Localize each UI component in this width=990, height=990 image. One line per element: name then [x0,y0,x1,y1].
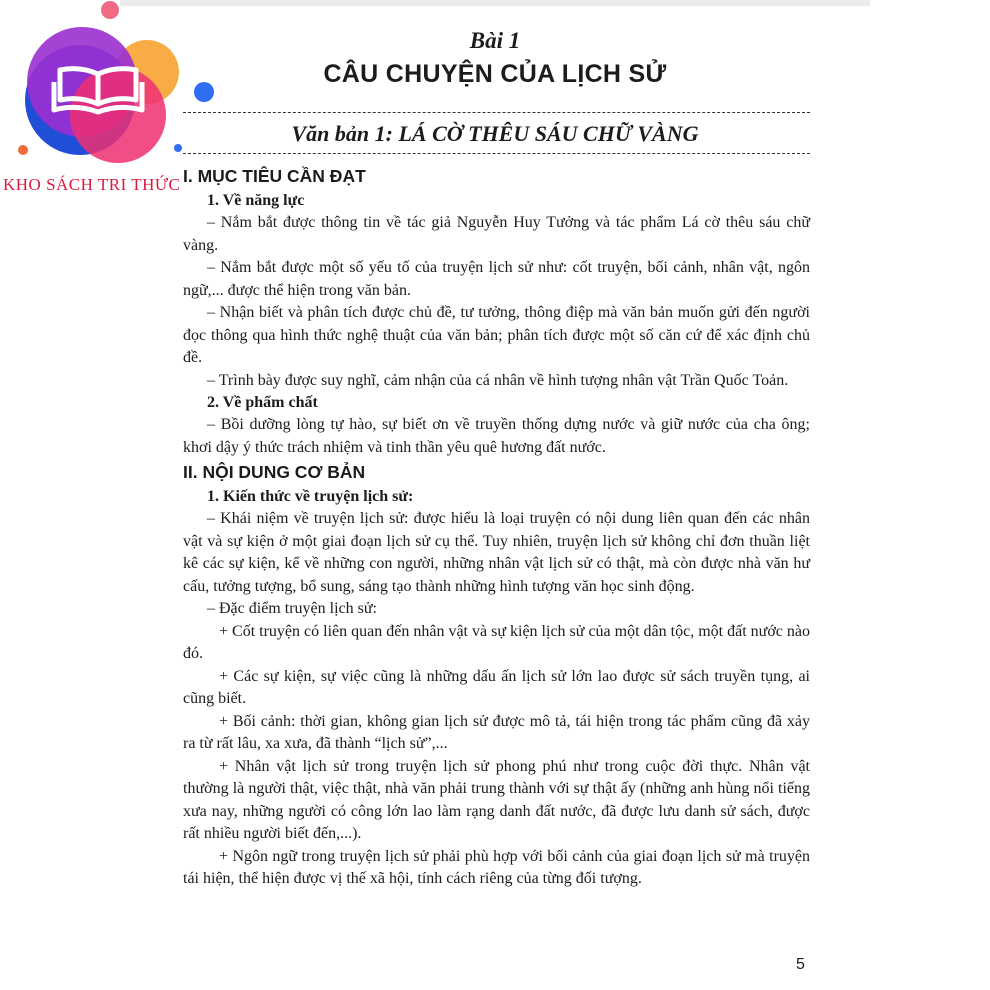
subsection-heading-2-1: 1. Kiến thức về truyện lịch sử: [207,488,414,505]
subsection-heading-1-2: 2. Về phẩm chất [207,394,318,411]
paragraph: – Nắm bắt được thông tin về tác giả Nguyễn Huy Tưởng và tác phẩm Lá cờ thêu sáu chữ vàng. [183,214,810,254]
paragraph: + Cốt truyện có liên quan đến nhân vật và sự kiện lịch sử của một dân tộc, một đất nước nào đó. [183,622,810,662]
paragraph: + Nhân vật lịch sử trong truyện lịch sử phong phú như trong cuộc đời thực. Nhân vật thường là người thật, việc thật, nhà văn phải trung thành với sự thật ấy (những anh hùng nổi tiếng xưa nay, những người có công lớn lao làm rạng danh đất nước, đã được lưu danh sử sách, được rất nhiều người biết đến,...). [183,757,810,842]
paragraph: – Khái niệm về truyện lịch sử: được hiểu là loại truyện có nội dung liên quan đến các nhân vật và sự kiện ở một giai đoạn lịch sử cụ thể. Tuy nhiên, truyện lịch sử không chỉ đơn thuần liệt kê các sự kiện, kể về những con người, những nhân vật lịch sử có thật, mà còn được nhà văn hư cấu, tưởng tượng, bổ sung, sáng tạo thành những hình tượng văn học sinh động. [183,510,810,595]
paragraph: – Nắm bắt được một số yếu tố của truyện lịch sử như: cốt truyện, bối cảnh, nhân vật, ngôn ngữ,... được thể hiện trong văn bản. [183,259,810,299]
paragraph: + Các sự kiện, sự việc cũng là những dấu ấn lịch sử lớn lao được sử sách truyền tụng, ai cũng biết. [183,667,810,707]
paragraph: + Bối cảnh: thời gian, không gian lịch sử được mô tả, tái hiện trong tác phẩm cũng đã xảy ra từ rất lâu, xa xưa, đã thành “lịch sử”,... [183,712,810,752]
store-logo-text: KHO SÁCH TRI THỨC [3,175,181,194]
paragraph: + Ngôn ngữ trong truyện lịch sử phải phù hợp với bối cảnh của giai đoạn lịch sử mà truyện tái hiện, thể hiện được vị thế xã hội, tính cách riêng của từng đối tượng. [183,847,810,887]
paragraph: – Nhận biết và phân tích được chủ đề, tư tưởng, thông điệp mà văn bản muốn gửi đến người đọc thông qua hình thức nghệ thuật của văn bản; phân tích được một số căn cứ để xác định chủ đề. [183,304,810,366]
divider-bottom [183,153,810,154]
paragraph: – Đặc điểm truyện lịch sử: [207,600,377,617]
text-title: Văn bản 1: LÁ CỜ THÊU SÁU CHỮ VÀNG [291,121,699,146]
subsection-heading-1-1: 1. Về năng lực [207,192,305,209]
section-heading-2: II. NỘI DUNG CƠ BẢN [183,462,366,482]
section-heading-1: I. MỤC TIÊU CẦN ĐẠT [183,166,366,186]
page-top-edge [120,0,870,6]
paragraph: – Bồi dưỡng lòng tự hào, sự biết ơn về truyền thống dựng nước và giữ nước của cha ông; khơi dậy ý thức trách nhiệm và tinh thần yêu quê hương đất nước. [183,416,810,456]
divider-top [183,112,810,113]
paragraph: – Trình bày được suy nghĩ, cảm nhận của cá nhân về hình tượng nhân vật Trần Quốc Toản. [207,371,789,389]
page-number: 5 [796,956,805,973]
page-content [183,163,810,891]
page-title: CÂU CHUYỆN CỦA LỊCH SỬ [323,60,667,88]
lesson-number: Bài 1 [469,28,521,53]
